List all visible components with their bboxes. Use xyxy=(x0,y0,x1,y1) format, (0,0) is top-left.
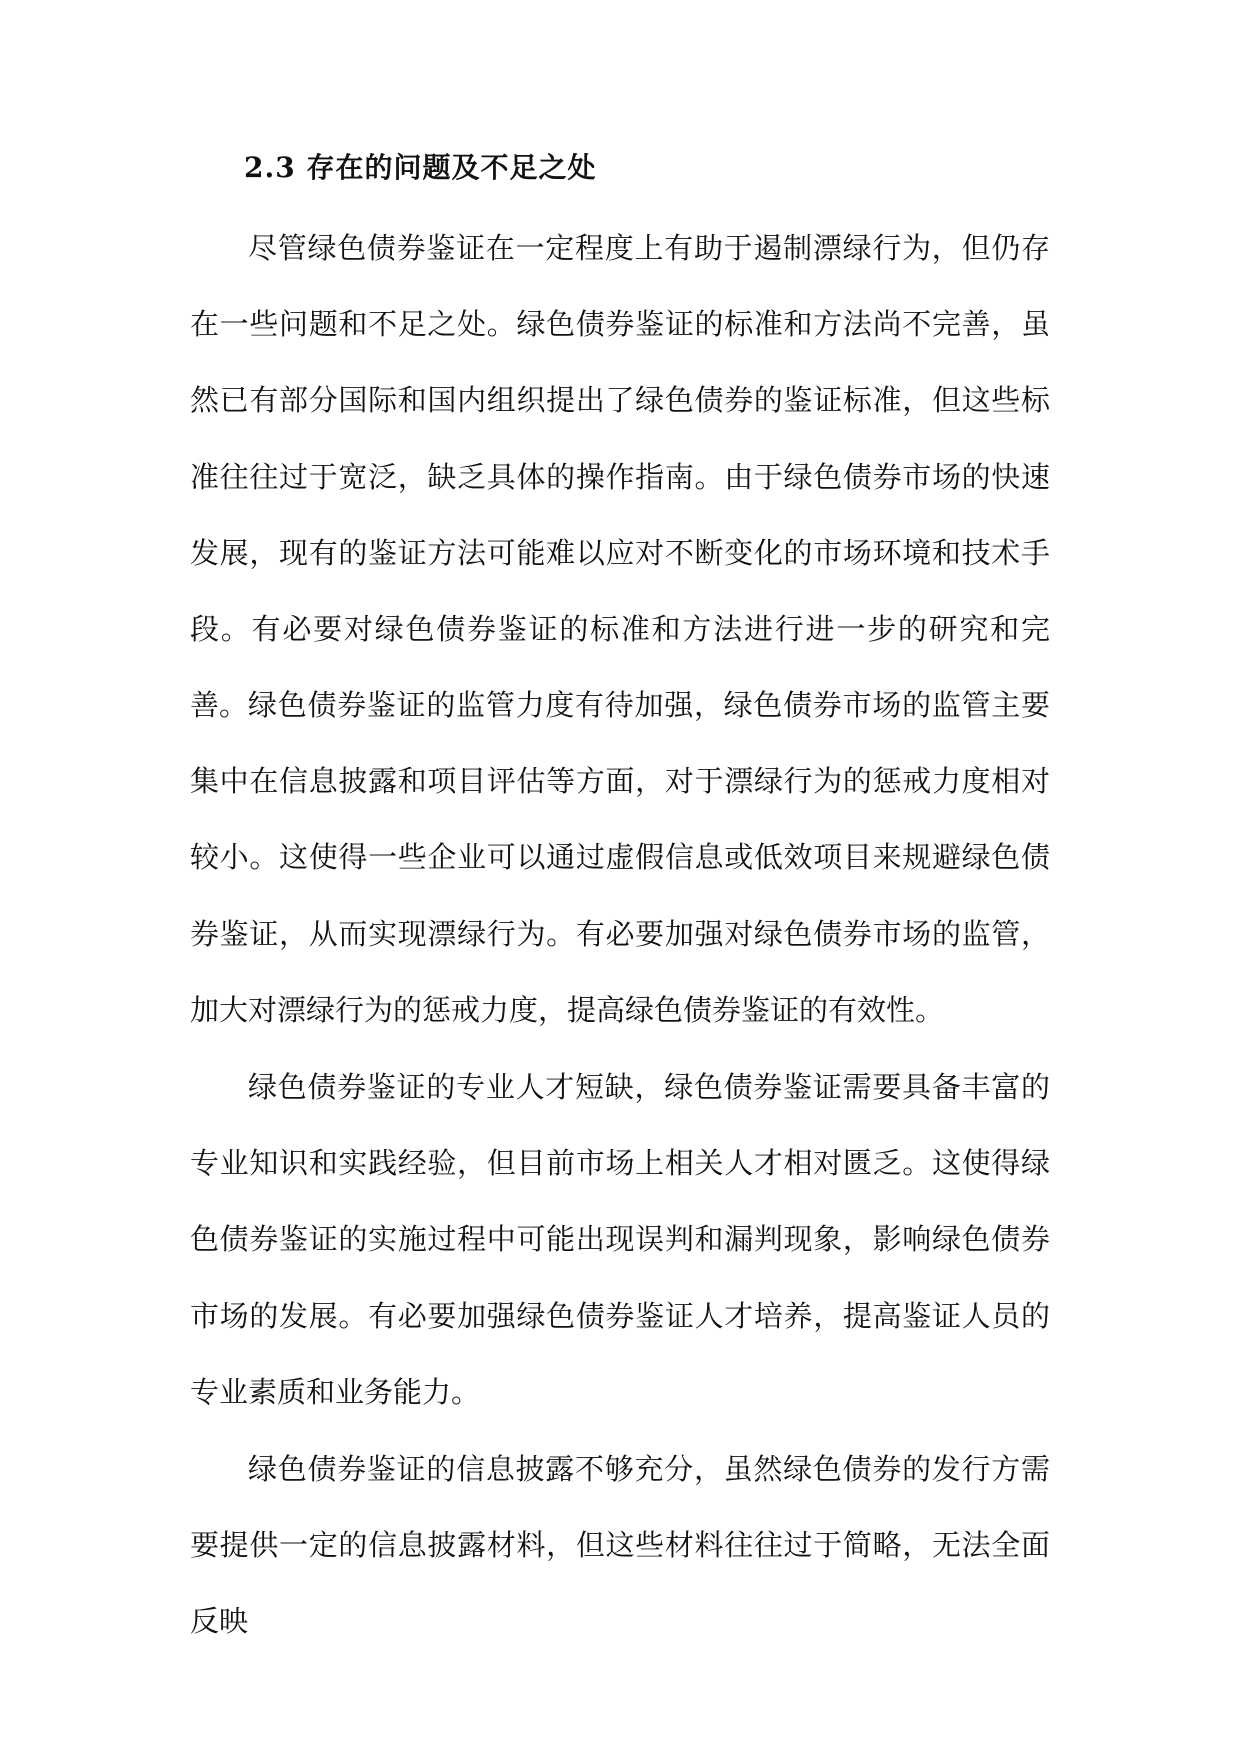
paragraph-standards: 尽管绿色债券鉴证在一定程度上有助于遏制漂绿行为，但仍存在一些问题和不足之处。绿色债券鉴证的标准和方法尚不完善，虽然已有部分国际和国内组织提出了绿色债券的鉴证标准，但这些标准往往过于宽泛，缺乏具体的操作指南。由于绿色债券市场的快速发展，现有的鉴证方法可能难以应对不断变化的市场环境和技术手段。有必要对绿色债券鉴证的标准和方法进行进一步的研究和完善。 xyxy=(190,231,1050,723)
paragraph-talent: 绿色债券鉴证的专业人才短缺，绿色债券鉴证需要具备丰富的专业知识和实践经验，但目前市场上相关人才相对匮乏。这使得绿色债券鉴证的实施过程中可能出现误判和漏判现象，影响绿色债券市场的发展。有必要加强绿色债券鉴证人才培养，提高鉴证人员的专业素质和业务能力。 xyxy=(190,1070,1050,1409)
paragraph-supervision: 绿色债券鉴证的监管力度有待加强，绿色债券市场的监管主要集中在信息披露和项目评估等方面，对于漂绿行为的惩戒力度相对较小。这使得一些企业可以通过虚假信息或低效项目来规避绿色债券鉴证，从而实现漂绿行为。有必要加强对绿色债券市场的监管，加大对漂绿行为的惩戒力度，提高绿色债券鉴证的有效性。 xyxy=(190,688,1050,1027)
section-heading: 2.3 存在的问题及不足之处 xyxy=(244,151,597,184)
paragraph-disclosure: 绿色债券鉴证的信息披露不够充分，虽然绿色债券的发行方需要提供一定的信息披露材料，但这些材料往往过于简略，无法全面反映 xyxy=(190,1452,1050,1639)
